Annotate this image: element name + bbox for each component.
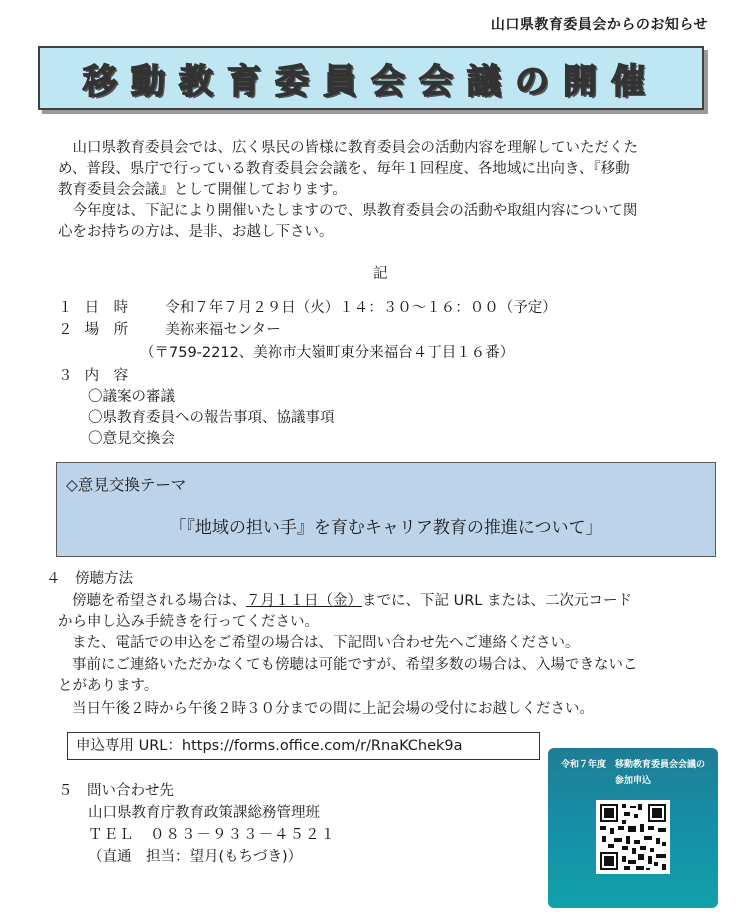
item-number: ２: [58, 322, 73, 338]
content-item: 〇議案の審議: [88, 389, 175, 405]
date-value: 令和７年７月２９日（火）１４：３０～１６：００（予定）: [165, 300, 557, 316]
intro-line: 心をお持ちの方は、是非、お越し下さい。: [58, 224, 334, 240]
observe-line: 当日午後２時から午後２時３０分までの間に上記会場の受付にお越しください。: [72, 701, 594, 717]
item-content: [58, 366, 128, 387]
intro-paragraph-1: [58, 138, 718, 159]
intro-paragraph-2: [58, 201, 718, 222]
notice-header: 山口県教育委員会からのお知らせ: [490, 17, 708, 33]
contact-tel: ＴＥＬ ０８３－９３３－４５２１: [88, 827, 336, 843]
item-place: [58, 320, 281, 341]
theme-text: 「『地域の担い手』を育むキャリア教育の推進について」: [169, 518, 603, 538]
qr-code-icon[interactable]: [596, 800, 670, 874]
contact-org: 山口県教育庁教育政策課総務管理班: [88, 805, 320, 821]
content-item: 〇意見交換会: [88, 431, 175, 447]
url-label: 申込専用 URL：: [76, 738, 182, 754]
item-label: 日 時: [84, 300, 129, 316]
qr-card[interactable]: [548, 748, 718, 908]
item-label: 場 所: [84, 322, 129, 338]
content-item: 〇県教育委員への報告事項、協議事項: [88, 410, 335, 426]
intro-line: め、普段、県庁で行っている教育委員会会議を、毎年１回程度、各地域に出向き、『移動: [58, 161, 630, 177]
page-title: 移動教育委員会会議の開催: [83, 61, 659, 102]
title-banner: [38, 46, 704, 110]
qr-caption: 参加申込: [614, 776, 651, 786]
deadline-date: ７月１１日（金）: [246, 593, 362, 609]
intro-line: 教育委員会会議』として開催しております。: [58, 182, 347, 198]
qr-caption: 令和７年度 移動教育委員会会議の: [560, 760, 705, 770]
theme-label: ◇意見交換テーマ: [66, 476, 187, 494]
observe-line: とがあります。: [58, 678, 159, 694]
item-number: ３: [58, 368, 73, 384]
contact-note: （直通 担当：望月(もちづき)）: [88, 849, 303, 865]
theme-box: [56, 462, 716, 557]
observe-line: 事前にご連絡いただかなくても傍聴は可能ですが、希望多数の場合は、入場できないこ: [72, 657, 638, 673]
intro-section: [58, 138, 718, 243]
observe-line: [72, 591, 632, 612]
item-label: 内 容: [84, 368, 129, 384]
intro-line: 山口県教育委員会では、広く県民の皆様に教育委員会の活動内容を理解していただくた: [72, 140, 638, 156]
observe-heading: ４ 傍聴方法: [46, 571, 133, 587]
observe-text: までに、下記 URL または、二次元コード: [362, 593, 632, 609]
url-box: [67, 732, 540, 760]
observe-line: また、電話での申込をご希望の場合は、下記問い合わせ先へご連絡ください。: [72, 635, 580, 651]
item-number: １: [58, 300, 73, 316]
ki-heading: 記: [373, 266, 388, 282]
place-value: 美祢来福センター: [165, 322, 281, 338]
registration-url[interactable]: https://forms.office.com/r/RnaKChek9a: [181, 738, 463, 754]
place-address: （〒759-2212、美祢市大嶺町東分来福台４丁目１６番）: [140, 345, 515, 361]
observe-line: から申し込み手続きを行ってください。: [58, 614, 319, 630]
intro-line: 今年度は、下記により開催いたしますので、県教育委員会の活動や取組内容について関: [72, 203, 638, 219]
observe-text: 傍聴を希望される場合は、: [72, 593, 246, 609]
item-date: [58, 298, 557, 319]
contact-heading: ５ 問い合わせ先: [58, 783, 174, 799]
